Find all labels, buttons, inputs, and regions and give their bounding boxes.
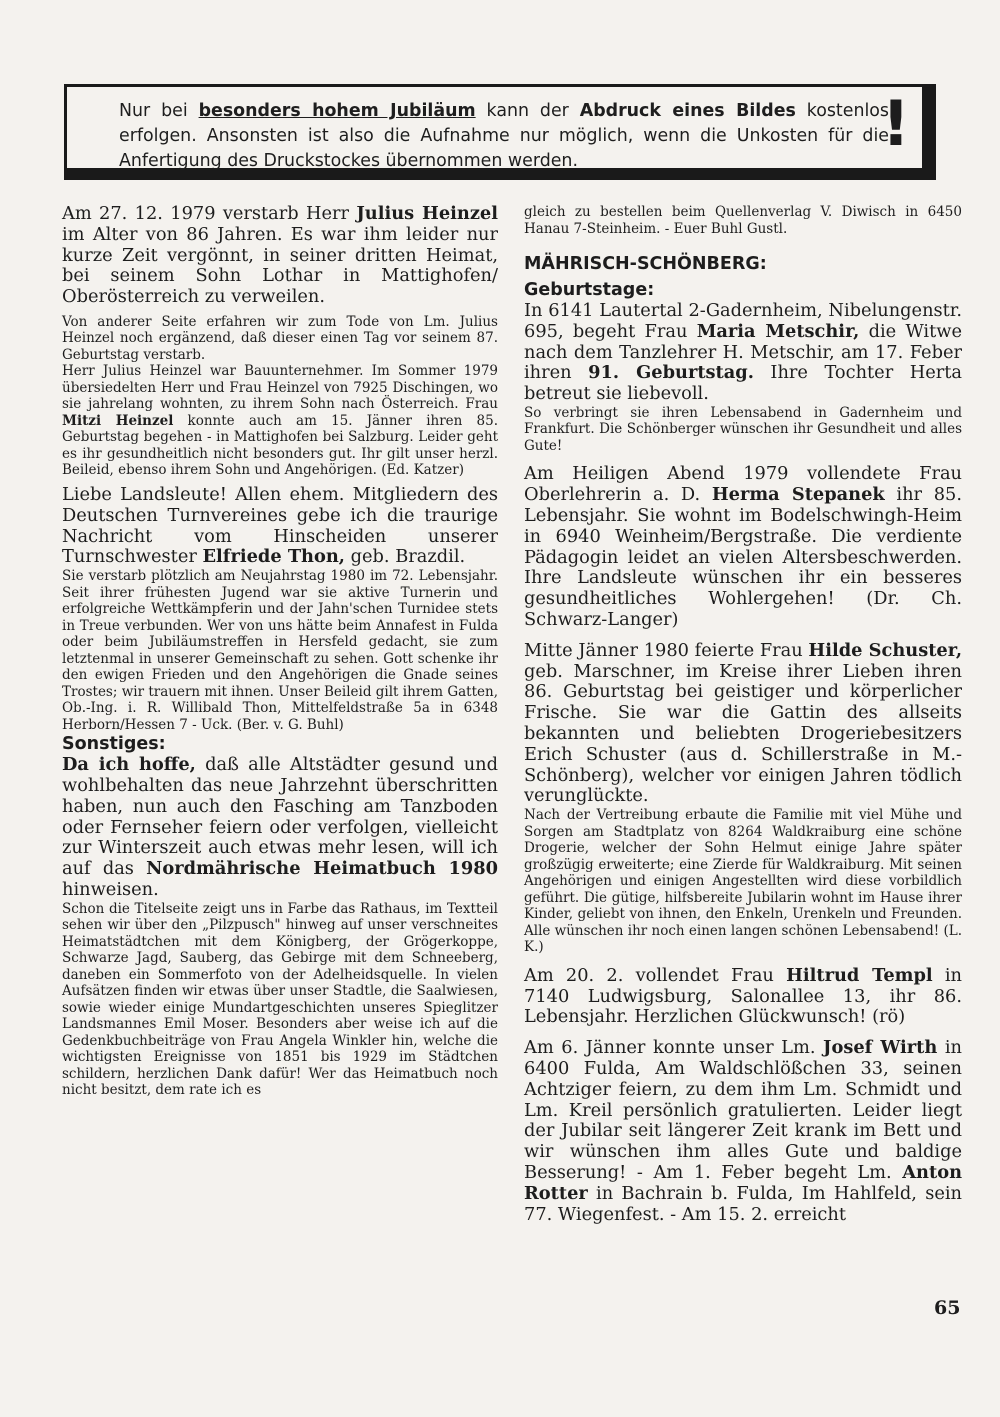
birthday-metschir xyxy=(524,301,962,405)
obituary-details xyxy=(62,363,498,479)
name-highlight: Herma Stepanek xyxy=(711,484,885,506)
text-part: Liebe Landsleute! Allen ehem. Mitgliedern des Deutschen Turnvereines gebe ich die traurige Nachricht vom Hinscheiden unserer Turnschwester xyxy=(62,483,498,568)
name-highlight: Elfriede Thon, xyxy=(202,546,345,568)
heimatbuch-details: Schon die Titelseite zeigt uns in Farbe das Rathaus, im Textteil sehen wir über den „Pilzpusch" hinweg auf unser verschneites Heimatstädtchen mit dem Königberg, der Grögerkoppe, Schwarze Jagd, Sauberg, das Gebirge mit dem Schneeberg, daneben ein Sommerfoto von der Adelheidsquelle. In vielen Aufsätzen finden wir etwas über unser Stadtle, die Saalwiesen, sowie wieder einige Mundartgeschichten unseres Spieglitzer Landsmannes Emil Moser. Besonders aber weise ich auf die Gedenkbuchbeiträge von Frau Angela Winkler hin, welche die wichtigsten Ereignisse von 1851 bis 1929 im Städtchen schildern, herzlichen Dank dafür! Wer das Heimatbuch noch nicht besitzt, dem rate ich es xyxy=(62,900,498,1099)
text-part: Am 6. Jänner konnte unser Lm. xyxy=(524,1037,824,1059)
text-part: geb. Marschner, im Kreise ihrer Lieben ihren 86. Geburtstag bei geistiger und körperlicher Frische. Sie war die Gattin des allseits bekannten und beliebten Drogeriebesitzers Erich Schuster (aus d. Schillerstraße in M.-Schönberg), welcher vor einigen Jahren tödlich verunglückte. xyxy=(524,660,962,807)
notice-text-part: kann der xyxy=(475,101,580,121)
obituary-supplement: Von anderer Seite erfahren wir zum Tode von Lm. Julius Heinzel noch ergänzend, daß dieser einen Tag vor seinem 87. Geburtstag verstarb. xyxy=(62,313,498,363)
text-part: Herr Julius Heinzel war Bauunternehmer. Im Sommer 1979 übersiedelten Herr und Frau Heinzel von 7925 Dischingen, wo sie jahrelang wohnten, zu ihrem Sohn nach Österreich. Frau xyxy=(62,363,498,413)
text-part: in 6400 Fulda, Am Waldschlößchen 33, seinen Achtziger feiern, zu dem ihm Lm. Schmidt und Lm. Kreil persönlich gratulierten. Leider liegt der Jubilar seit längerer Zeit krank im Bett und wir wünschen ihm alles Gute und baldige Besserung! - Am 1. Feber begeht Lm. xyxy=(524,1037,962,1183)
birthday-metschir-details: So verbringt sie ihren Lebensabend in Gadernheim und Frankfurt. Die Schönberger wünschen ihr Gesundheit und alles Gute! xyxy=(524,404,962,454)
text-part: Am 20. 2. vollendet Frau xyxy=(524,964,787,986)
text-part: geb. Brazdil. xyxy=(344,546,466,568)
order-note: gleich zu bestellen beim Quellenverlag V. Diwisch in 6450 Hanau 7-Steinheim. - Euer Buhl Gustl. xyxy=(524,204,962,237)
text-part: im Alter von 86 Jahren. Es war ihm leider nur kurze Zeit vergönnt, in seiner dritten Heimat, bei seinem Sohn Lothar in Mattighofen/ Oberösterreich zu verweilen. xyxy=(62,223,498,308)
heimatbuch-intro xyxy=(62,755,498,901)
text-part: die Witwe nach dem Tanzlehrer H. Metschir, am 17. Feber ihren xyxy=(524,320,962,384)
text-part: konnte auch am 15. Jänner ihren 85. Geburtstag begehen - in Mattighofen bei Salzburg. Leider geht es ihr gesundheitlich nicht besonders gut. Ihr gilt unser herzl. Beileid, ebenso ihrem Sohn und Angehörigen. (Ed. Katzer) xyxy=(62,412,498,479)
text-part: Am 27. 12. 1979 verstarb Herr xyxy=(62,203,357,224)
name-highlight: 91. Geburtstag. xyxy=(588,362,754,384)
obituary-thon xyxy=(62,485,498,568)
text-part: in Bachrain b. Fulda, Im Hahlfeld, sein 77. Wiegenfest. - Am 15. 2. erreicht xyxy=(524,1182,962,1225)
name-highlight: Maria Metschir, xyxy=(696,320,860,342)
obituary-heinzel xyxy=(62,204,498,308)
text-part: in 7140 Ludwigsburg, Salonallee 13, ihr 86. Lebensjahr. Herzlichen Glückwunsch! (rö) xyxy=(524,964,963,1028)
exclamation-mark-icon: ! xyxy=(881,87,910,160)
name-highlight: Hilde Schuster, xyxy=(808,639,963,661)
birthday-templ xyxy=(524,966,962,1028)
text-part: In 6141 Lautertal 2-Gadernheim, Nibelungenstr. 695, begeht Frau xyxy=(524,300,962,342)
subheading-geburtstage: Geburtstage: xyxy=(524,280,655,300)
text-part: Am Heiligen Abend 1979 vollendete Frau Oberlehrerin a. D. xyxy=(524,463,962,506)
birthday-wirth-rotter xyxy=(524,1038,962,1225)
lead-highlight: Da ich hoffe, xyxy=(62,754,196,776)
name-highlight: Anton Rotter xyxy=(524,1161,962,1204)
left-column xyxy=(62,204,498,1099)
notice-emphasis-bold: Abdruck eines Bildes xyxy=(579,101,796,121)
obituary-thon-details: Sie verstarb plötzlich am Neujahrstag 1980 im 72. Lebensjahr. Seit ihrer frühesten Jugend war sie aktive Turnerin und erfolgreiche Wettkämpferin und der Jahn'schen Turnidee stets in Treue verbunden. Wer von uns hätte beim Annafest in Fulda oder beim Jubiläumstreffen in Hersfeld gedacht, sie zum letztenmal in unserer Gemeinschaft zu sehen. Gott schenke ihr den ewigen Frieden und den Angehörigen die Gnade seines Trostes; wir trauern mit ihnen. Unser Beileid gilt ihrem Gatten, Ob.-Ing. i. R. Willibald Thon, Mittelfeldstraße 5a in 6348 Herborn/Hessen 7 - Uck. (Ber. v. G. Buhl) xyxy=(62,568,498,733)
name-highlight: Hiltrud Templ xyxy=(786,964,933,986)
section-heading-maehrisch-schoenberg: MÄHRISCH-SCHÖNBERG: xyxy=(524,254,767,274)
text-part: daß alle Altstädter gesund und wohlbehalten das neue Jahrzehnt überschritten haben, nun auch den Fasching am Tanzboden oder Fernseher feiern oder verfolgen, vielleicht zur Winterszeit auch etwas mehr lesen, will ich auf das xyxy=(62,754,499,880)
section-heading-sonstiges: Sonstiges: xyxy=(62,734,166,755)
text-part: Ihre Tochter Herta betreut sie liebevoll. xyxy=(524,362,962,405)
birthday-schuster xyxy=(524,641,962,807)
page-number: 65 xyxy=(934,1297,961,1319)
name-highlight: Josef Wirth xyxy=(823,1037,938,1059)
text-part: Mitte Jänner 1980 feierte Frau xyxy=(524,639,809,661)
notice-emphasis-underlined: besonders hohem Jubiläum xyxy=(198,101,476,121)
notice-box xyxy=(64,84,936,180)
right-column xyxy=(524,204,962,1225)
text-part: hinweisen. xyxy=(62,878,159,900)
notice-text xyxy=(119,99,889,174)
name-highlight: Julius Heinzel xyxy=(356,203,498,224)
notice-text-part: kostenlos erfolgen. Ansonsten ist also die Aufnahme nur möglich, wenn die Unkosten für die Anfertigung des Druckstockes übernommen werden. xyxy=(119,101,889,171)
birthday-schuster-details: Nach der Vertreibung erbaute die Familie mit viel Mühe und Sorgen am Stadtplatz von 8264 Waldkraiburg eine schöne Drogerie, welcher der Sohn Helmut einige Jahre später großzügig erweiterte; eine Zierde für Waldkraiburg. Mit seinen Angehörigen und einigen Angestellten wird diese vorbildlich geführt. Die gütige, hilfsbereite Jubilarin wohnt im Hause ihrer Kinder, geliebt von ihnen, den Enkeln, Urenkeln und Freunden. Alle wünschen ihr noch einen langen schönen Lebensabend! (L. K.) xyxy=(524,807,962,956)
title-highlight: Nordmährische Heimatbuch 1980 xyxy=(146,858,498,880)
name-highlight: Mitzi Heinzel xyxy=(62,412,174,429)
notice-text-part: Nur bei xyxy=(119,101,199,121)
text-part: ihr 85. Lebensjahr. Sie wohnt im Bodelschwingh-Heim in 6940 Weinheim/Bergstraße. Die verdiente Pädagogin leidet an vielen Altersbeschwerden. Ihre Landsleute wünschen ihr ein besseres gesundheitliches Wohlergehen! (Dr. Ch. Schwarz-Langer) xyxy=(524,484,962,631)
birthday-stepanek xyxy=(524,464,962,630)
